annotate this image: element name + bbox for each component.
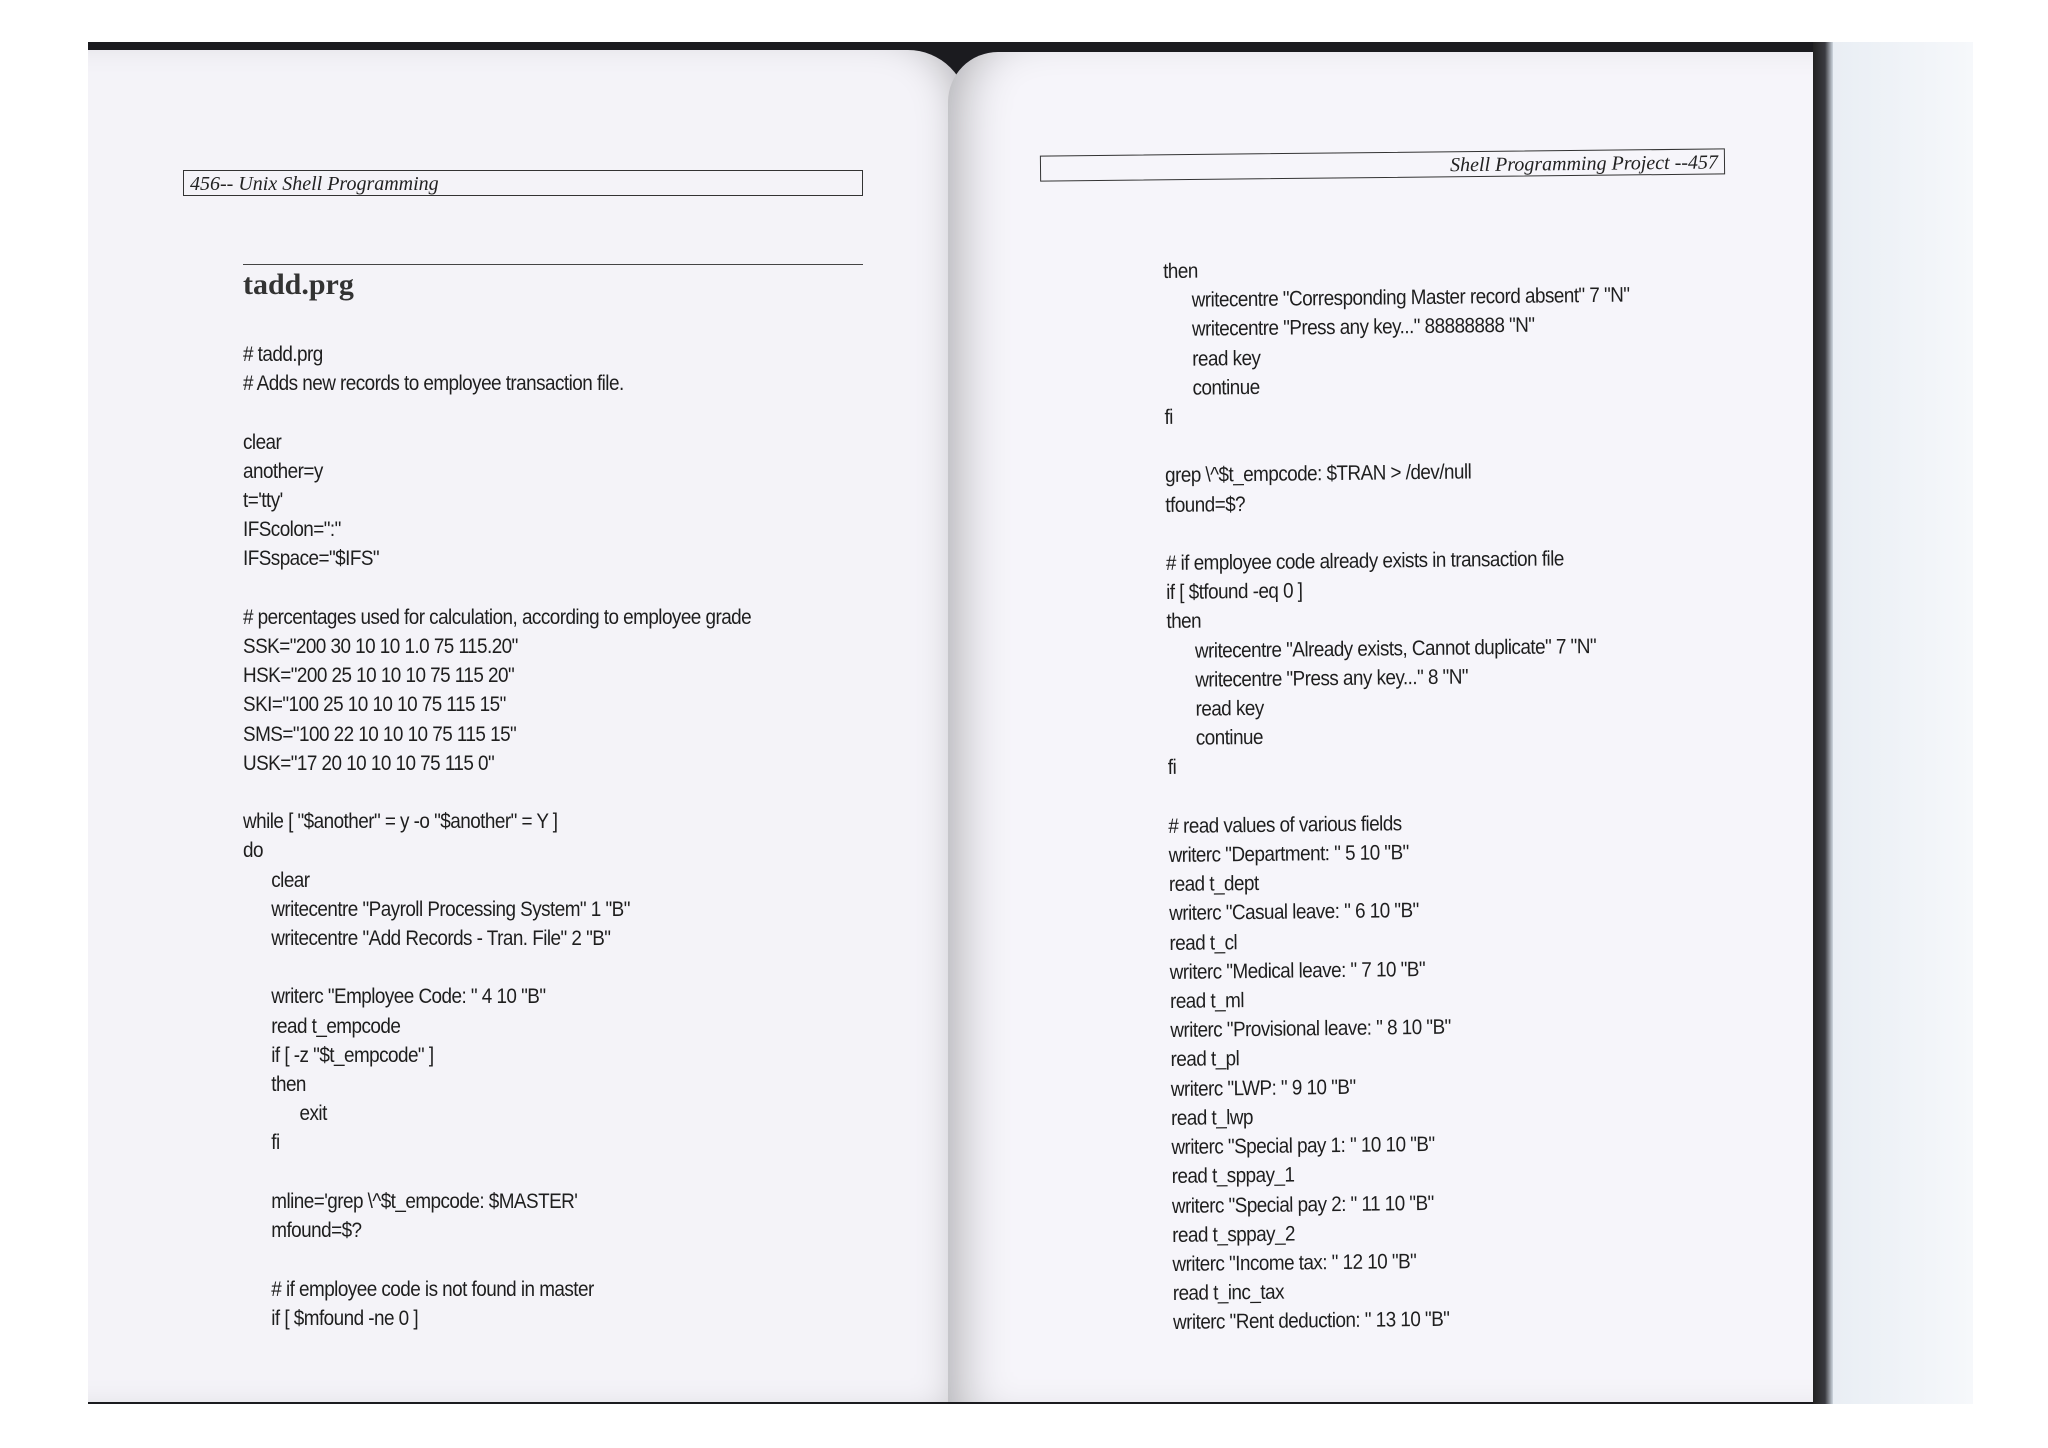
right-code-listing: then writecentre "Corresponding Master record absent" 7 "N" writecentre "Press any key..." 88888888 "N" read key continue fi grep \^$t_empcode: $TRAN > /dev/null tfound=$? # if employee code already exists in transaction file if [ $tfound -eq 0 ] then writecentre "Already exists, Cannot duplicate" 7 "N" writecentre "Press any key..." 8 "N" read key continue fi # read values of various fields writerc "Department: " 5 10 "B" read t_dept writerc "Casual leave: " 6 10 "B" read t_cl writerc "Medical leave: " 7 10 "B" read t_ml writerc "Provisional leave: " 8 10 "B" read t_pl writerc "LWP: " 9 10 "B" read t_lwp writerc "Special pay 1: " 10 10 "B" read t_sppay_1 writerc "Special pay 2: " 11 10 "B" read t_sppay_2 writerc "Income tax: " 12 10 "B" read t_inc_tax writerc "Rent deduction: " 13 10 "B" xyxy=(1163,259,1630,1335)
right-running-head: Shell Programming Project --457 xyxy=(1040,148,1725,181)
right-page xyxy=(948,52,1813,1402)
left-page xyxy=(88,50,968,1402)
next-leaf xyxy=(1833,42,1973,1404)
section-title: tadd.prg xyxy=(243,268,354,301)
left-running-head: 456-- Unix Shell Programming xyxy=(183,170,863,196)
section-rule xyxy=(243,264,863,265)
page-edge-shadow xyxy=(1813,42,1833,1404)
left-code-listing: # tadd.prg # Adds new records to employee transaction file. clear another=y t='tty' IFScolon=":" IFSspace="$IFS" # percentages used for calculation, according to employee grade SSK="200 30 10 10 1.0 75 115.20" HSK="200 25 10 10 10 75 115 20" SKI="100 25 10 10 10 75 115 15" SMS="100 22 10 10 10 75 115 15" USK="17 20 10 10 10 75 115 0" while [ "$another" = y -o "$another" = Y ] do clear writecentre "Payroll Processing System" 1 "B" writecentre "Add Records - Tran. File" 2 "B" writerc "Employee Code: " 4 10 "B" read t_empcode if [ -z "$t_empcode" ] then exit fi mline='grep \^$t_empcode: $MASTER' mfound=$? # if employee code is not found in master if [ $mfound -ne 0 ] xyxy=(243,343,752,1330)
book-spread xyxy=(88,42,1958,1404)
